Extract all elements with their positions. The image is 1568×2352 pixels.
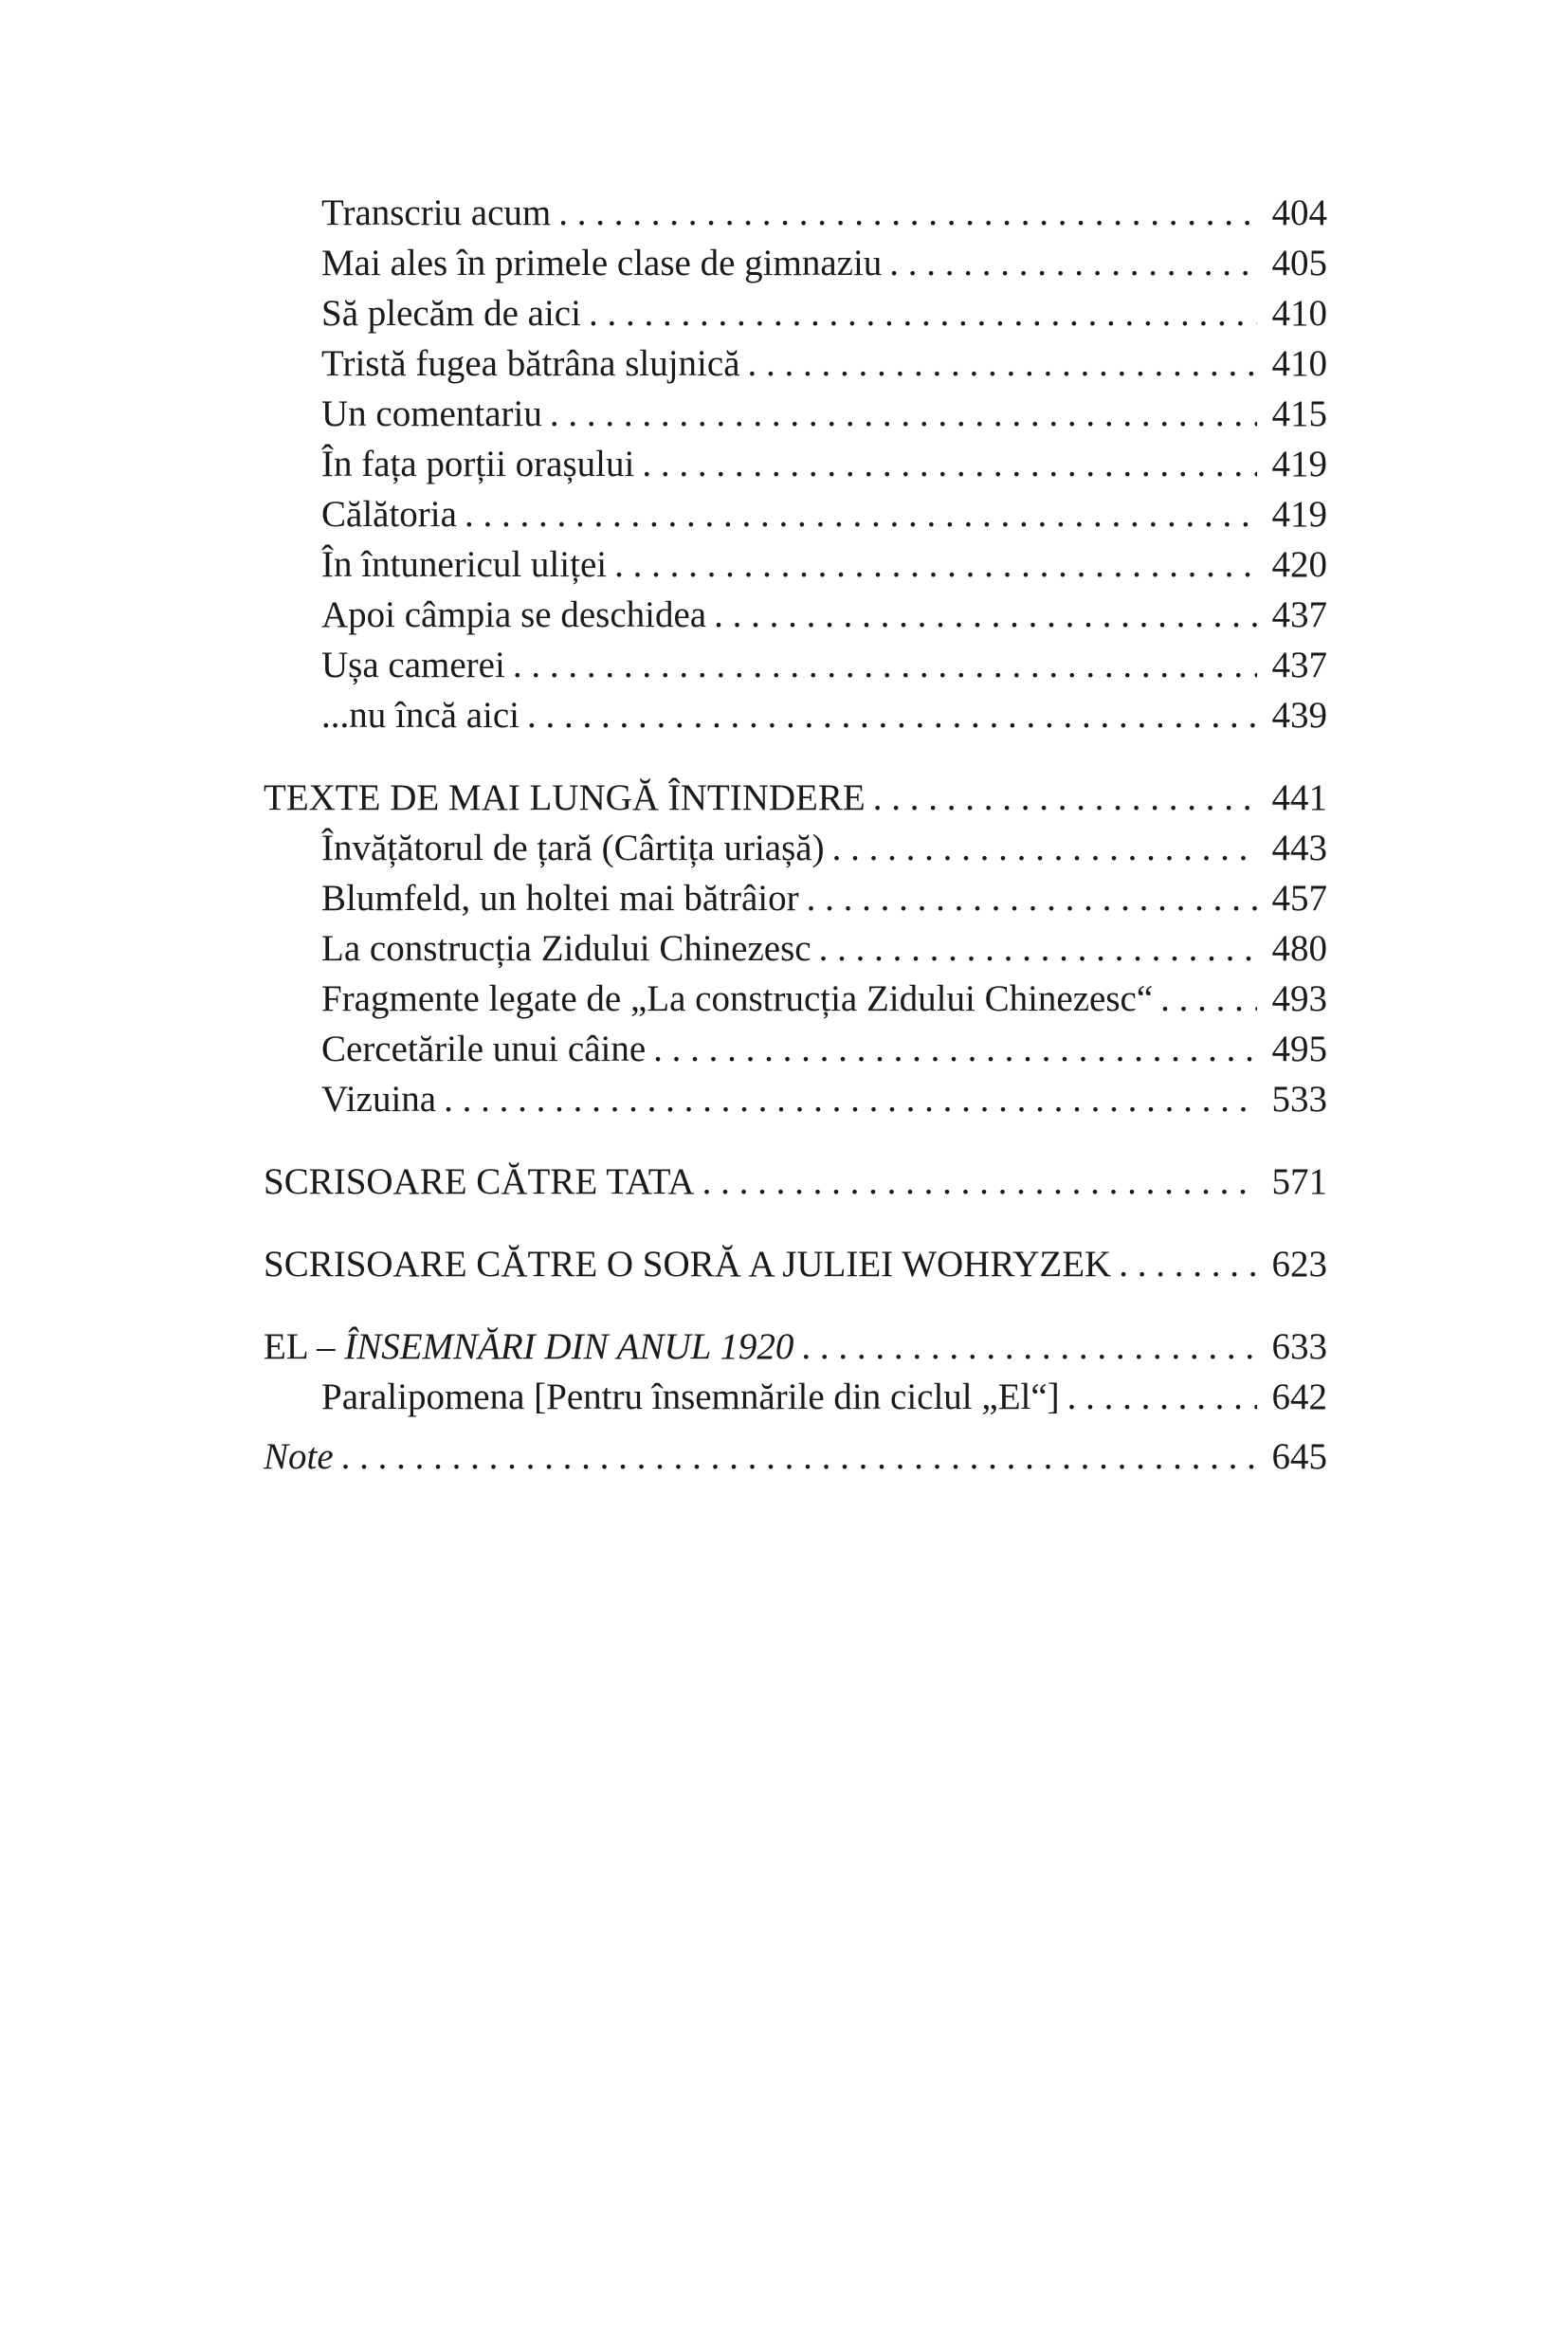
toc-entry-title: În întunericul uliței xyxy=(321,544,608,585)
dot-leader xyxy=(1067,1372,1257,1422)
toc-entry-page: 420 xyxy=(1271,544,1327,585)
toc-entry-page: 419 xyxy=(1271,444,1327,484)
toc-section-title-prefix: EL – xyxy=(264,1326,345,1367)
dot-leader xyxy=(550,389,1257,439)
toc-section-title xyxy=(264,1431,341,1482)
toc-entry-page: 493 xyxy=(1271,978,1327,1019)
toc-section-heading[interactable] xyxy=(264,1322,1327,1372)
toc-section-title: TEXTE DE MAI LUNGĂ ÎNTINDERE xyxy=(264,777,866,818)
dot-leader xyxy=(748,338,1257,389)
toc-section-title xyxy=(264,1322,801,1372)
toc-entry-title: ...nu încă aici xyxy=(321,695,520,736)
toc-section-page: 441 xyxy=(1271,777,1327,818)
toc-entry-title: În fața porții orașului xyxy=(321,444,635,484)
dot-leader xyxy=(714,590,1257,640)
dot-leader xyxy=(341,1431,1257,1482)
toc-entry-title: Să plecăm de aici xyxy=(321,293,581,334)
toc-entry[interactable] xyxy=(264,590,1327,640)
toc-section-page: 633 xyxy=(1271,1326,1327,1367)
toc-section-title-italic: Note xyxy=(264,1436,334,1477)
dot-leader xyxy=(1119,1239,1257,1289)
toc-entry-title: Tristă fugea bătrâna slujnică xyxy=(321,343,740,384)
toc-section-title-italic: ÎNSEMNĂRI DIN ANUL 1920 xyxy=(344,1326,794,1367)
dot-leader xyxy=(589,288,1257,338)
toc-section-page: 645 xyxy=(1271,1436,1327,1477)
toc-entry[interactable] xyxy=(264,1074,1327,1124)
toc-section-title: SCRISOARE CĂTRE O SORĂ A JULIEI WOHRYZEK xyxy=(264,1244,1112,1285)
toc-entry-page: 533 xyxy=(1271,1079,1327,1120)
toc-entry[interactable] xyxy=(264,188,1327,238)
toc-section-heading[interactable] xyxy=(264,1239,1327,1289)
dot-leader xyxy=(889,238,1257,288)
toc-section-heading[interactable] xyxy=(264,1157,1327,1207)
toc-section-page: 623 xyxy=(1271,1244,1327,1285)
toc-entry-page: 457 xyxy=(1271,878,1327,919)
toc-entry-page: 437 xyxy=(1271,594,1327,635)
toc-entry-page: 443 xyxy=(1271,828,1327,868)
toc-entry-page: 437 xyxy=(1271,645,1327,685)
toc-entry-title: Blumfeld, un holtei mai bătrâior xyxy=(321,878,799,919)
toc-entry[interactable] xyxy=(264,923,1327,974)
toc-entry-title: Vizuina xyxy=(321,1079,437,1120)
toc-section-heading[interactable] xyxy=(264,1431,1327,1482)
toc-entry-title: La construcția Zidului Chinezesc xyxy=(321,928,811,969)
toc-entry[interactable] xyxy=(264,1024,1327,1074)
toc-entry-title: Învățătorul de țară (Cârtița uriașă) xyxy=(321,828,825,868)
toc-entry[interactable] xyxy=(264,389,1327,439)
toc-entry[interactable] xyxy=(264,539,1327,590)
dot-leader xyxy=(558,188,1257,238)
toc-entry-title: Apoi câmpia se deschidea xyxy=(321,594,707,635)
toc-entry[interactable] xyxy=(264,690,1327,740)
toc-entry[interactable] xyxy=(264,338,1327,389)
toc-entry[interactable] xyxy=(264,823,1327,873)
dot-leader xyxy=(832,823,1257,873)
toc-entry[interactable] xyxy=(264,238,1327,288)
toc-entry-page: 480 xyxy=(1271,928,1327,969)
dot-leader xyxy=(801,1322,1257,1372)
dot-leader xyxy=(653,1024,1257,1074)
toc-entry-page: 405 xyxy=(1271,243,1327,283)
dot-leader xyxy=(444,1074,1257,1124)
dot-leader xyxy=(819,923,1257,974)
toc-section-heading[interactable] xyxy=(264,773,1327,823)
toc-entry-page: 415 xyxy=(1271,393,1327,434)
toc-entry-page: 439 xyxy=(1271,695,1327,736)
toc-entry-title: Transcriu acum xyxy=(321,192,552,233)
toc-entry-page: 419 xyxy=(1271,494,1327,535)
toc-entry[interactable] xyxy=(264,873,1327,923)
toc-entry[interactable] xyxy=(264,288,1327,338)
dot-leader xyxy=(642,439,1257,489)
toc-entry-page: 410 xyxy=(1271,293,1327,334)
toc-entry-title: Cercetările unui câine xyxy=(321,1029,647,1069)
toc-entry-title: Un comentariu xyxy=(321,393,542,434)
dot-leader xyxy=(614,539,1257,590)
dot-leader xyxy=(873,773,1257,823)
toc-entry-title: Călătoria xyxy=(321,494,457,535)
toc-entry-title: Fragmente legate de „La construcția Zidului Chinezesc“ xyxy=(321,978,1154,1019)
toc-entry[interactable] xyxy=(264,1372,1327,1422)
dot-leader xyxy=(513,640,1257,690)
toc-entry-title: Mai ales în primele clase de gimnaziu xyxy=(321,243,883,283)
dot-leader xyxy=(465,489,1257,539)
dot-leader xyxy=(702,1157,1257,1207)
toc-section-page: 571 xyxy=(1271,1161,1327,1202)
toc-entry[interactable] xyxy=(264,974,1327,1024)
dot-leader xyxy=(807,873,1257,923)
toc-entry[interactable] xyxy=(264,439,1327,489)
table-of-contents xyxy=(264,188,1327,1482)
dot-leader xyxy=(1160,974,1257,1024)
dot-leader xyxy=(527,690,1257,740)
toc-entry[interactable] xyxy=(264,640,1327,690)
toc-entry-title: Ușa camerei xyxy=(321,645,505,685)
toc-entry-title: Paralipomena [Pentru însemnările din ciclul „El“] xyxy=(321,1377,1060,1417)
toc-entry-page: 410 xyxy=(1271,343,1327,384)
toc-entry-page: 642 xyxy=(1271,1377,1327,1417)
toc-entry[interactable] xyxy=(264,489,1327,539)
toc-entry-page: 495 xyxy=(1271,1029,1327,1069)
toc-entry-page: 404 xyxy=(1271,192,1327,233)
toc-section-title: SCRISOARE CĂTRE TATA xyxy=(264,1161,695,1202)
